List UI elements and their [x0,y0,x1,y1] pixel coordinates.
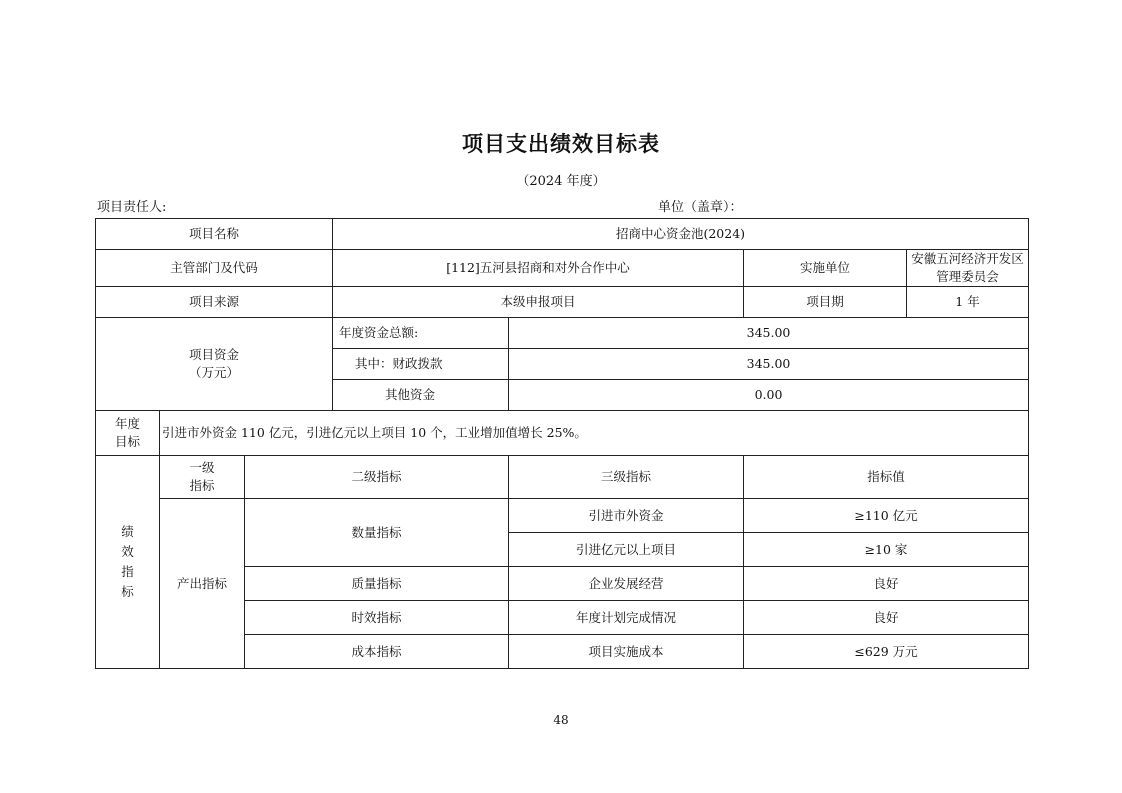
annual-goal-text: 引进市外资金 110 亿元，引进亿元以上项目 10 个，工业增加值增长 25%。 [160,411,1029,456]
level2-label: 成本指标 [245,635,509,669]
level2-label: 质量指标 [245,567,509,601]
funds-fiscal-label: 其中：财政拨款 [333,349,509,380]
indicator-value: ≥110 亿元 [744,499,1029,533]
project-name-label: 项目名称 [96,219,333,250]
row-project-source [96,287,1029,318]
annual-goal-label-line2: 目标 [114,434,140,450]
row-funds-total [96,318,1029,349]
row-annual-goal [96,411,1029,456]
funds-total-label: 年度资金总额: [333,318,509,349]
level3-label: 项目实施成本 [509,635,744,669]
project-period-label: 项目期 [744,287,907,318]
project-source-label: 项目来源 [96,287,333,318]
implementing-unit-label: 实施单位 [744,250,907,287]
funds-label-cell [96,318,333,411]
indicator-value: ≥10 家 [744,533,1029,567]
level2-label: 时效指标 [245,601,509,635]
level3-label: 企业发展经营 [509,567,744,601]
annual-goal-label-cell [96,411,160,456]
level3-label: 引进亿元以上项目 [509,533,744,567]
year-label: （2024 年度） [516,174,606,189]
row-department [96,250,1029,287]
row-indicator-header [96,456,1029,499]
department-value: [112]五河县招商和对外合作中心 [333,250,744,287]
implementing-unit-value: 安徽五河经济开发区管理委员会 [907,250,1029,287]
responsible-person-label: 项目责任人: [97,200,167,215]
header-level1-cell [160,456,245,499]
funds-total-value: 345.00 [509,318,1029,349]
unit-seal-label: 单位（盖章）： [658,200,743,215]
funds-other-label: 其他资金 [333,380,509,411]
funds-label: 项目资金 [188,347,239,363]
project-source-value: 本级申报项目 [333,287,744,318]
header-level2: 二级指标 [245,456,509,499]
table-row [96,499,1029,533]
level2-quantity-label: 数量指标 [245,499,509,567]
department-label: 主管部门及代码 [96,250,333,287]
annual-goal-label-line1: 年度 [114,416,140,432]
project-period-value: 1 年 [907,287,1029,318]
indicator-value: 良好 [744,601,1029,635]
funds-fiscal-value: 345.00 [509,349,1029,380]
performance-target-table [95,218,1029,669]
indicator-value: 良好 [744,567,1029,601]
document-title: 项目支出绩效目标表 [462,132,660,156]
level3-label: 年度计划完成情况 [509,601,744,635]
header-level3: 三级指标 [509,456,744,499]
indicators-section-label-cell [96,456,160,669]
level1-output-label: 产出指标 [160,499,245,669]
header-level1-line1: 一级 [189,460,215,476]
funds-other-value: 0.00 [509,380,1029,411]
header-level1-line2: 指标 [189,478,215,494]
header-indicator-value: 指标值 [744,456,1029,499]
row-project-name [96,219,1029,250]
indicator-value: ≤629 万元 [744,635,1029,669]
indicators-section-label: 绩效指标 [121,524,134,600]
funds-unit: （万元） [188,365,239,381]
level3-label: 引进市外资金 [509,499,744,533]
project-name-value: 招商中心资金池(2024) [333,219,1029,250]
page-number: 48 [553,713,569,727]
